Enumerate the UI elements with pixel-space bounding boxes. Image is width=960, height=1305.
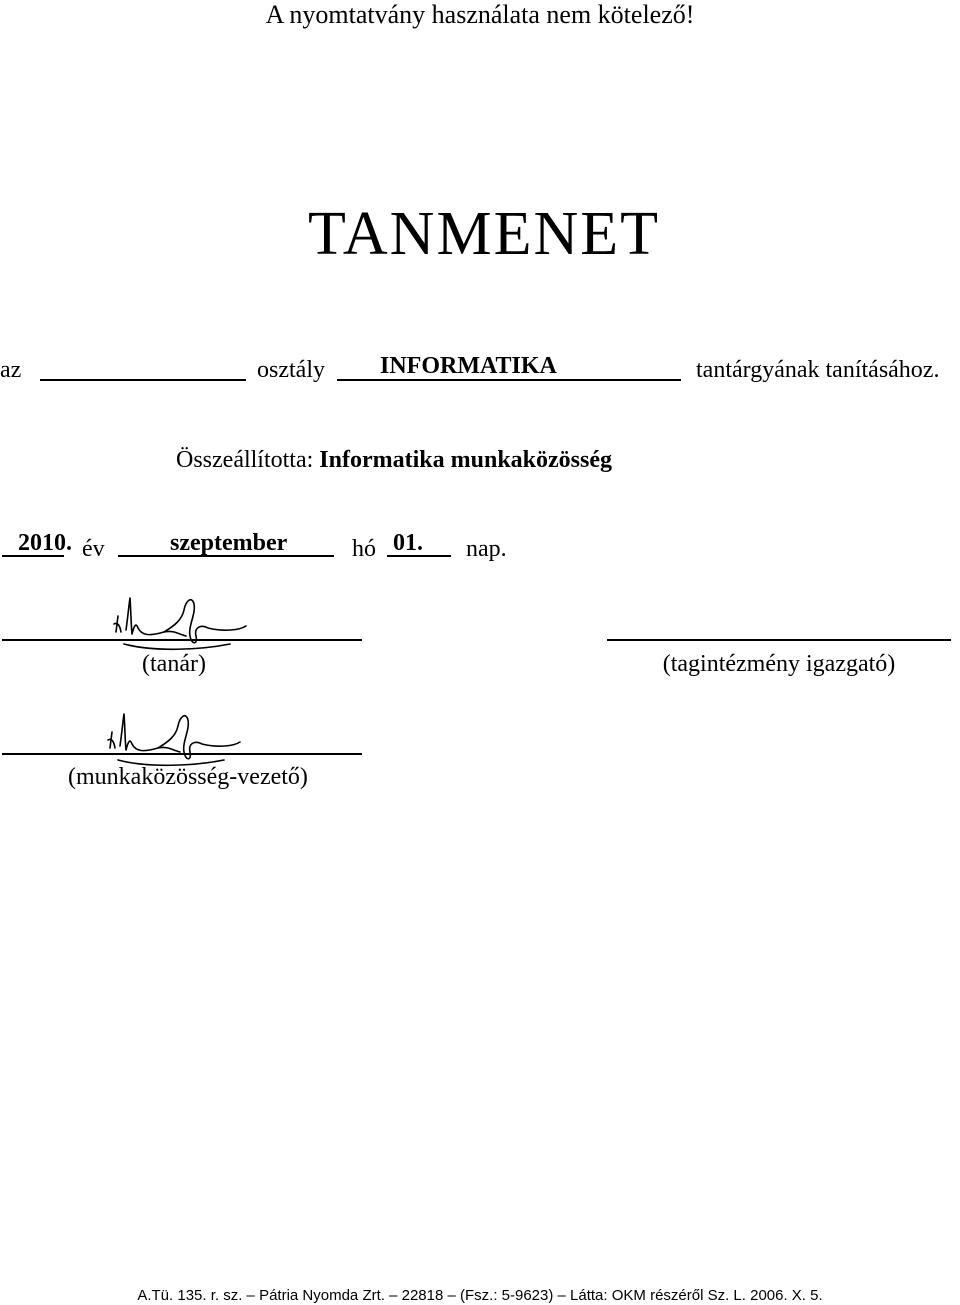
compiled-by-line xyxy=(176,446,612,474)
day-label: nap. xyxy=(466,536,507,562)
principal-signature-line xyxy=(607,639,951,641)
class-field-underline xyxy=(40,379,246,381)
compiled-by-label: Összeállította: xyxy=(176,447,314,473)
head-caption: (munkaközösség-vezető) xyxy=(68,764,308,790)
teacher-signature xyxy=(104,592,274,658)
teacher-signature-line xyxy=(2,639,362,641)
head-signature-line xyxy=(2,753,362,755)
class-word: osztály xyxy=(257,357,325,383)
month-label: hó xyxy=(352,536,376,562)
month-field-value: szeptember xyxy=(170,530,288,556)
subject-field-value: INFORMATIKA xyxy=(380,353,557,379)
compiled-by-value: Informatika munkaközösség xyxy=(319,447,612,473)
year-label: év xyxy=(82,536,105,562)
day-field-value: 01. xyxy=(393,530,423,556)
print-footer: A.Tü. 135. r. sz. – Pátria Nyomda Zrt. – 22818 – (Fsz.: 5-9623) – Látta: OKM részéről Sz. L. 2006. X. 5. xyxy=(137,1287,823,1304)
class-prefix: az xyxy=(0,357,22,383)
page-title: TANMENET xyxy=(308,200,660,268)
year-field-value: 2010. xyxy=(18,530,72,556)
teacher-caption: (tanár) xyxy=(142,651,206,677)
principal-caption: (tagintézmény igazgató) xyxy=(662,651,896,677)
subject-suffix: tantárgyának tanításához. xyxy=(696,357,940,383)
optional-form-notice: A nyomtatvány használata nem kötelező! xyxy=(265,0,695,29)
